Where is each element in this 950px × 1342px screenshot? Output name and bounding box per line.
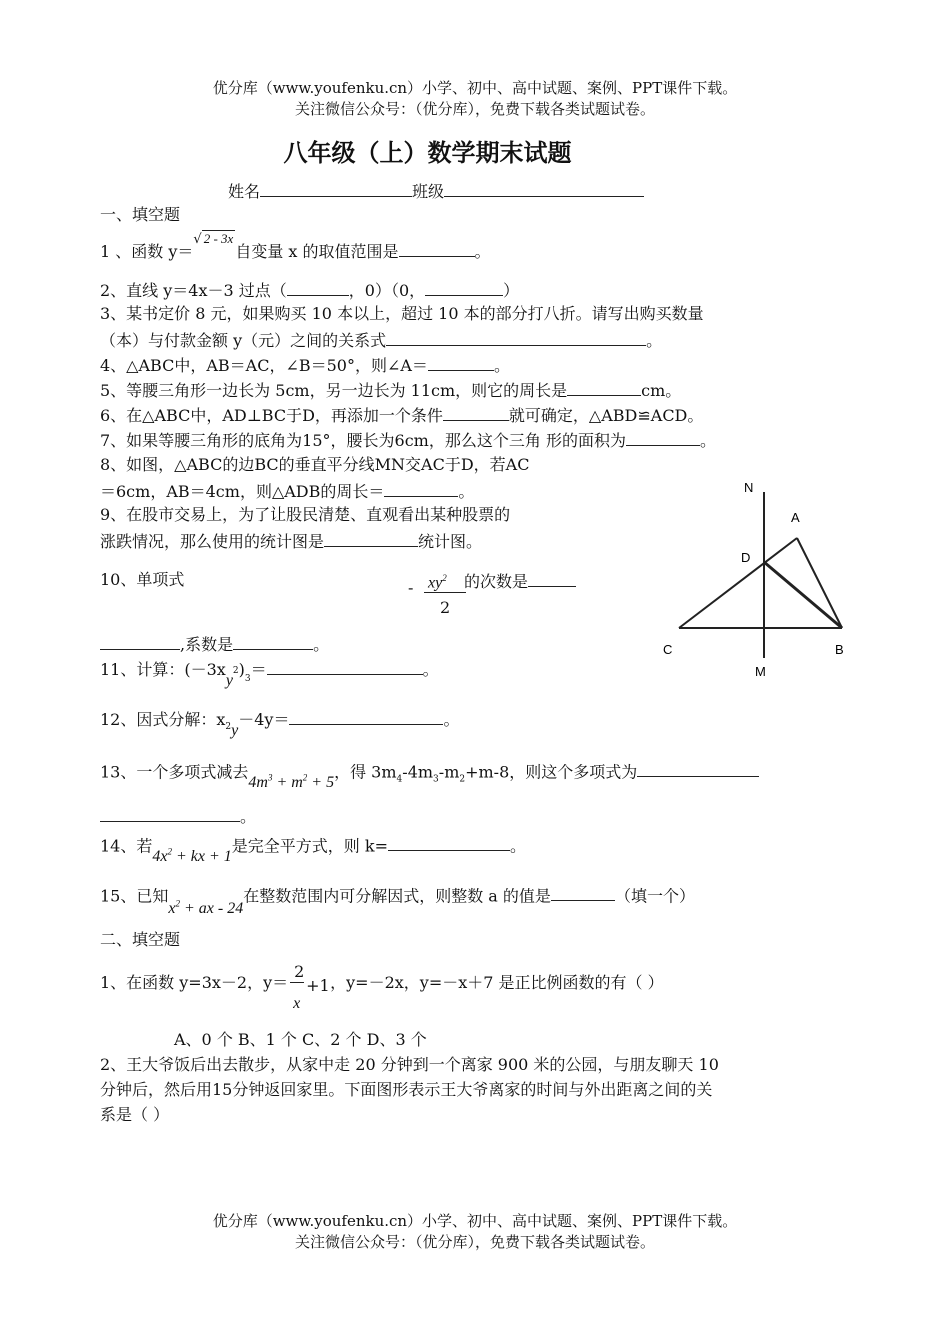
question-15: 15、已知$x^2$ + ax - 24在整数范围内可分解因式，则整数 a 的值是 （填一个） bbox=[100, 886, 695, 918]
q2-blank-2[interactable] bbox=[425, 279, 503, 296]
question-7: 7、如果等腰三角形的底角为15°，腰长为6cm，那么这个三角 形的面积为 。 bbox=[100, 431, 716, 450]
q3-blank[interactable] bbox=[386, 329, 646, 346]
class-label: 班级 bbox=[412, 182, 445, 201]
triangle-figure bbox=[655, 470, 855, 685]
question-9-line-1: 9、在股市交易上，为了让股民清楚、直观看出某种股票的 bbox=[100, 505, 511, 524]
mc-question-1-options: A、0 个 B、1 个 C、2 个 D、3 个 bbox=[174, 1030, 427, 1049]
sqrt-expression: √ $^{2 - 3x}$ bbox=[193, 231, 234, 247]
mc1-fraction: 2 x +1 bbox=[288, 968, 330, 988]
q13-blank-2[interactable] bbox=[100, 805, 240, 822]
segment-db bbox=[764, 562, 842, 628]
q11-blank[interactable] bbox=[267, 658, 423, 675]
question-9-line-2: 涨跌情况，那么使用的统计图是 统计图。 bbox=[100, 532, 483, 551]
question-3-line-1: 3、某书定价 8 元，如果购买 10 本以上，超过 10 本的部分打八折。请写出购买数量 bbox=[100, 304, 704, 323]
q14-expression: $4x^2$ + kx + 1 bbox=[152, 847, 232, 866]
mc-question-1: 1、在函数 y=3x－2，y＝ 2 x +1 ，y=－2x，y=－x＋7 是正比例函数的有（ ） bbox=[100, 962, 664, 1012]
name-blank[interactable] bbox=[260, 180, 412, 197]
page-title: 八年级（上）数学期末试题 bbox=[283, 139, 572, 167]
question-11: 11、计算：$(-3xy2)_3=$ 。 bbox=[100, 660, 439, 689]
question-14: 14、若$4x^2$ + kx + 1是完全平方式，则 k= 。 bbox=[100, 836, 526, 866]
question-8-line-2: ＝6cm，AB＝4cm，则△ADB的周长＝ 。 bbox=[100, 482, 475, 501]
q15-blank[interactable] bbox=[551, 884, 615, 901]
mc-question-2-line-2: 分钟后，然后用15分钟返回家里。下面图形表示王大爷离家的时间与外出距离之间的关 bbox=[100, 1080, 713, 1099]
label-m: M bbox=[755, 664, 766, 679]
question-10-line-2: ,系数是 。 bbox=[100, 633, 329, 655]
question-13-line-2: 。 bbox=[100, 805, 256, 827]
footer-line-1: 优分库（www.youfenku.cn）小学、初中、高中试题、案例、PPT课件下载。 bbox=[212, 1212, 738, 1230]
mc-question-2-line-3: 系是（ ） bbox=[100, 1105, 170, 1124]
q14-blank[interactable] bbox=[388, 834, 510, 851]
question-13: 13、一个多项式减去$4m^3 + m^2 + 5$，得 $3m_4-4m_3-m_2+m-8$，则这个多项式为 bbox=[100, 758, 759, 790]
class-blank[interactable] bbox=[444, 180, 644, 197]
q2-blank-1[interactable] bbox=[287, 279, 349, 296]
q12-blank[interactable] bbox=[289, 708, 443, 725]
q5-blank[interactable] bbox=[567, 379, 641, 396]
header-line-1: 优分库（www.youfenku.cn）小学、初中、高中试题、案例、PPT课件下载。 bbox=[212, 79, 738, 97]
question-3-line-2: （本）与付款金额 y（元）之间的关系式 。 bbox=[100, 331, 663, 350]
q4-blank[interactable] bbox=[428, 354, 494, 371]
question-4: 4、△ABC中，AB＝AC，∠B＝50°，则∠A＝ 。 bbox=[100, 356, 510, 375]
q13-expression: $4m^3 + m^2 + 5$ bbox=[248, 773, 335, 792]
question-8-line-1: 8、如图，△ABC的边BC的垂直平分线MN交AC于D，若AC bbox=[100, 455, 530, 474]
question-1: 1 、函数 y＝√ $^{2 - 3x}$自变量 x 的取值范围是 。 bbox=[100, 240, 491, 264]
side-ab bbox=[797, 538, 842, 628]
q13-blank-1[interactable] bbox=[637, 760, 759, 777]
label-b: B bbox=[835, 642, 844, 657]
label-n: N bbox=[744, 480, 754, 495]
q10-fraction: - $xy^2$ 2 bbox=[408, 562, 468, 622]
question-2: 2、直线 y＝4x－3 过点（ ，0）（0， ） bbox=[100, 281, 520, 300]
section-1-heading: 一、填空题 bbox=[100, 205, 181, 224]
question-12: 12、因式分解：$x_2y-4y=$ 。 bbox=[100, 710, 460, 739]
q7-blank[interactable] bbox=[626, 429, 700, 446]
header-line-2: 关注微信公众号：（优分库），免费下载各类试题试卷。 bbox=[294, 100, 655, 118]
mc-question-2-line-1: 2、王大爷饭后出去散步，从家中走 20 分钟到一个离家 900 米的公园，与朋友聊天 10 bbox=[100, 1055, 719, 1074]
q1-blank[interactable] bbox=[399, 240, 475, 257]
q6-blank[interactable] bbox=[443, 404, 509, 421]
question-5: 5、等腰三角形一边长为 5cm，另一边长为 11cm，则它的周长是 cm。 bbox=[100, 381, 682, 400]
label-a: A bbox=[791, 510, 800, 525]
q15-expression: $x^2$ + ax - 24 bbox=[168, 899, 244, 918]
label-d: D bbox=[741, 550, 751, 565]
q9-blank[interactable] bbox=[324, 530, 418, 547]
question-10-label: 10、单项式 bbox=[100, 570, 185, 589]
question-10-after: 的次数是 bbox=[464, 570, 576, 592]
footer-line-2: 关注微信公众号：（优分库），免费下载各类试题试卷。 bbox=[294, 1233, 655, 1251]
label-c: C bbox=[663, 642, 673, 657]
q10-blank-2[interactable] bbox=[100, 633, 180, 650]
question-6: 6、在△ABC中，AD⊥BC于D，再添加一个条件 就可确定，△ABD≌ACD。 bbox=[100, 406, 704, 425]
q10-blank-1[interactable] bbox=[528, 570, 576, 587]
section-2-heading: 二、填空题 bbox=[100, 930, 181, 949]
q8-blank[interactable] bbox=[384, 480, 458, 497]
name-class-line bbox=[228, 180, 644, 202]
side-ca bbox=[679, 538, 797, 628]
name-label: 姓名 bbox=[228, 182, 261, 201]
q10-blank-3[interactable] bbox=[233, 633, 313, 650]
